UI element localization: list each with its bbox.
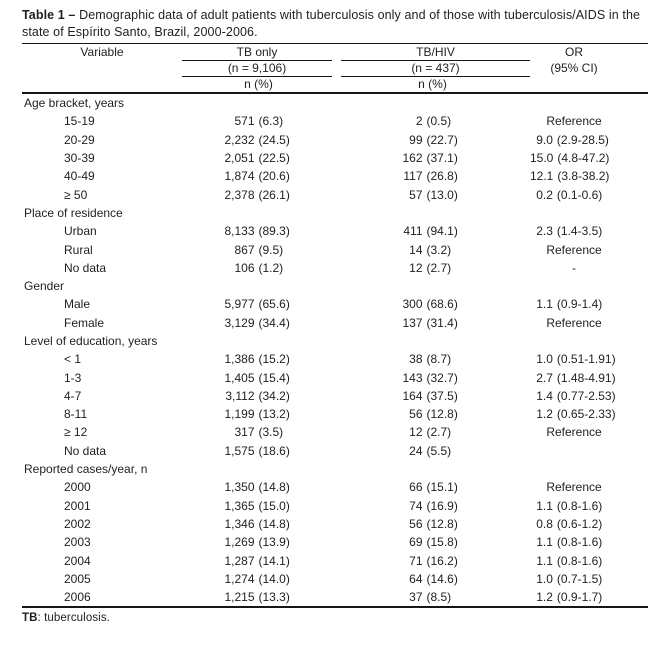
data-table	[22, 43, 648, 608]
header-npct-tb-only: n (%)	[244, 77, 273, 91]
header-group-tb-only: TB only	[182, 44, 335, 60]
row-label: 2001	[64, 498, 91, 513]
table-number: Table 1 –	[22, 8, 76, 22]
row-label: 30-39	[64, 151, 95, 166]
data-cell: 74 (16.9)	[409, 498, 458, 513]
section-label: Gender	[24, 279, 65, 294]
table-row	[22, 350, 648, 368]
table-row	[22, 515, 648, 533]
table-header	[22, 43, 648, 94]
data-cell: 38 (8.7)	[409, 352, 452, 367]
data-cell: 143 (32.7)	[402, 370, 458, 385]
section-label: Age bracket, years	[24, 96, 125, 111]
table-row	[22, 368, 648, 386]
table-row	[22, 131, 648, 149]
row-label: 2002	[64, 516, 91, 531]
row-label: 2005	[64, 571, 91, 586]
table-row	[22, 478, 648, 496]
data-cell: 66 (15.1)	[409, 480, 458, 495]
data-cell: 867 (9.5)	[234, 242, 284, 257]
table-row	[22, 112, 648, 130]
data-cell: 56 (12.8)	[409, 407, 458, 422]
data-cell: 2,051 (22.5)	[224, 151, 290, 166]
data-cell: 1.1 (0.8-1.6)	[536, 553, 603, 568]
table-row	[22, 588, 648, 606]
data-cell: 1.4 (0.77-2.53)	[536, 388, 616, 403]
row-label: 2003	[64, 535, 91, 550]
data-cell: 0.8 (0.6-1.2)	[536, 516, 603, 531]
section-label: Reported cases/year, n	[24, 462, 148, 477]
data-cell: 99 (22.7)	[409, 132, 458, 147]
table-row	[22, 295, 648, 313]
table-section-row	[22, 460, 648, 478]
data-cell: 71 (16.2)	[409, 553, 458, 568]
table-section-row	[22, 94, 648, 112]
footnote-text: : tuberculosis.	[37, 612, 110, 625]
data-cell: Reference	[546, 480, 602, 495]
data-cell: Reference	[546, 315, 602, 330]
data-cell: Reference	[546, 114, 602, 129]
table-row	[22, 533, 648, 551]
table-footnote	[22, 612, 648, 624]
data-cell: 1,405 (15.4)	[224, 370, 290, 385]
data-cell: 69 (15.8)	[409, 535, 458, 550]
data-cell: 64 (14.6)	[409, 571, 458, 586]
row-label: 20-29	[64, 132, 95, 147]
data-cell: 1,199 (13.2)	[224, 407, 290, 422]
data-cell: 164 (37.5)	[402, 388, 458, 403]
table-row	[22, 222, 648, 240]
data-cell: 3,112 (34.2)	[225, 388, 290, 403]
data-cell: 15.0 (4.8-47.2)	[530, 151, 610, 166]
data-cell	[530, 442, 648, 460]
table-row	[22, 423, 648, 441]
header-n-tb-hiv: (n = 437)	[335, 60, 530, 76]
data-cell: 2.7 (1.48-4.91)	[536, 370, 616, 385]
row-label: 2004	[64, 553, 91, 568]
data-cell: 8,133 (89.3)	[224, 224, 290, 239]
table-row	[22, 387, 648, 405]
table-row	[22, 185, 648, 203]
data-cell: 117 (26.8)	[403, 169, 458, 184]
data-cell: Reference	[546, 425, 602, 440]
data-cell: 137 (31.4)	[402, 315, 458, 330]
data-cell: 1,386 (15.2)	[224, 352, 290, 367]
row-label: 4-7	[64, 388, 82, 403]
table-title-text: Demographic data of adult patients with tuberculosis only and of those with tuberculosis/AIDS in the state of Espírito Santo, Brazil, 2000-2006.	[22, 8, 641, 39]
row-label: 15-19	[64, 114, 95, 129]
table-row	[22, 570, 648, 588]
data-cell: 1.0 (0.51-1.91)	[536, 352, 616, 367]
row-label: 40-49	[64, 169, 95, 184]
data-cell: 411 (94.1)	[403, 224, 458, 239]
table-row	[22, 167, 648, 185]
data-cell: 2,232 (24.5)	[224, 132, 290, 147]
data-cell: 1.1 (0.8-1.6)	[536, 498, 603, 513]
table-body	[22, 94, 648, 608]
header-or: OR	[565, 45, 583, 59]
data-cell: 1,269 (13.9)	[224, 535, 290, 550]
table-row	[22, 149, 648, 167]
data-cell: 1.0 (0.7-1.5)	[536, 571, 603, 586]
footnote-term: TB	[22, 612, 38, 625]
data-cell: 1.1 (0.8-1.6)	[536, 535, 603, 550]
row-label: < 1	[64, 352, 82, 367]
row-label: Female	[64, 315, 105, 330]
data-cell: 1,874 (20.6)	[224, 169, 290, 184]
data-cell: 3,129 (34.4)	[224, 315, 290, 330]
header-variable: Variable	[80, 45, 124, 59]
table-figure	[22, 0, 648, 624]
row-label: ≥ 50	[64, 187, 88, 202]
data-cell: 1,365 (15.0)	[224, 498, 290, 513]
data-cell: 1.2 (0.9-1.7)	[536, 590, 603, 605]
data-cell: 12.1 (3.8-38.2)	[530, 169, 610, 184]
table-row	[22, 259, 648, 277]
table-section-row	[22, 277, 648, 295]
data-cell: 1,215 (13.3)	[224, 590, 290, 605]
data-cell: 2.3 (1.4-3.5)	[536, 224, 603, 239]
header-npct-tb-hiv: n (%)	[418, 77, 447, 91]
row-label: Rural	[64, 242, 93, 257]
data-cell: 300 (68.6)	[402, 297, 458, 312]
data-cell: 106 (1.2)	[234, 260, 284, 275]
data-cell: 12 (2.7)	[409, 260, 452, 275]
table-row	[22, 240, 648, 258]
row-label: 1-3	[64, 370, 82, 385]
data-cell: 1.2 (0.65-2.33)	[536, 407, 616, 422]
data-cell: 1,350 (14.8)	[224, 480, 290, 495]
data-cell: 1,287 (14.1)	[224, 553, 290, 568]
data-cell: 1,575 (18.6)	[224, 443, 290, 458]
row-label: 2006	[64, 590, 91, 605]
section-label: Level of education, years	[24, 334, 158, 348]
table-row	[22, 551, 648, 569]
data-cell: 571 (6.3)	[234, 114, 284, 129]
section-label: Place of residence	[24, 205, 123, 220]
data-cell: 57 (13.0)	[409, 187, 458, 202]
header-group-tb-hiv: TB/HIV	[335, 44, 530, 60]
data-cell: 2,378 (26.1)	[224, 187, 290, 202]
data-cell: 317 (3.5)	[234, 425, 284, 440]
row-label: Male	[64, 297, 91, 312]
table-row	[22, 442, 648, 460]
table-caption	[22, 7, 648, 40]
data-cell: 14 (3.2)	[409, 242, 452, 257]
data-cell: 12 (2.7)	[409, 425, 452, 440]
row-label: Urban	[64, 224, 97, 239]
row-label: ≥ 12	[64, 425, 88, 440]
data-cell: 37 (8.5)	[409, 590, 452, 605]
data-cell: -	[572, 260, 576, 275]
header-n-tb-only: (n = 9,106)	[182, 60, 335, 76]
header-ci: (95% CI)	[550, 61, 598, 75]
data-cell: 2 (0.5)	[415, 114, 452, 129]
table-row	[22, 314, 648, 332]
data-cell: 1,346 (14.8)	[224, 516, 290, 531]
data-cell: 9.0 (2.9-28.5)	[536, 132, 609, 147]
row-label: No data	[64, 443, 107, 458]
data-cell: 0.2 (0.1-0.6)	[536, 187, 603, 202]
row-label: 2000	[64, 480, 91, 495]
data-cell: 1,274 (14.0)	[224, 571, 290, 586]
data-cell: 5,977 (65.6)	[224, 297, 290, 312]
data-cell: 1.1 (0.9-1.4)	[536, 297, 603, 312]
table-row	[22, 497, 648, 515]
data-cell: Reference	[546, 242, 602, 257]
data-cell: 24 (5.5)	[409, 443, 452, 458]
row-label: No data	[64, 260, 107, 275]
table-section-row	[22, 332, 648, 350]
data-cell: 56 (12.8)	[409, 516, 458, 531]
table-row	[22, 405, 648, 423]
row-label: 8-11	[64, 407, 88, 422]
data-cell: 162 (37.1)	[402, 151, 458, 166]
table-section-row	[22, 204, 648, 222]
